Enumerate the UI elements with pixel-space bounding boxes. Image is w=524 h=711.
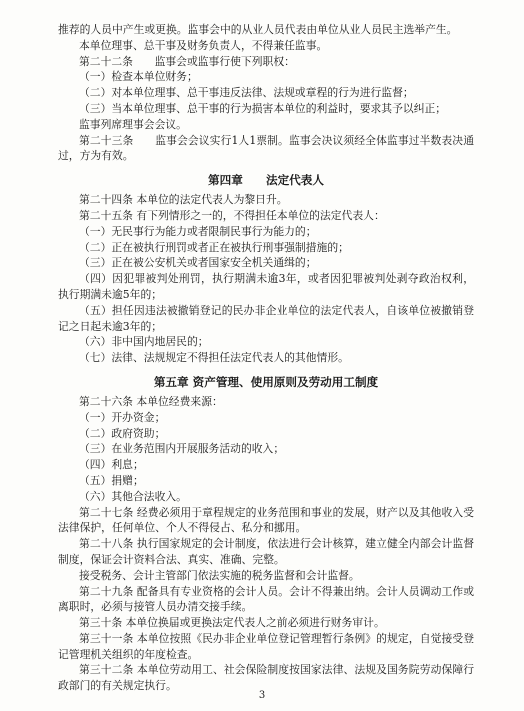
chapter-heading: 第四章 法定代表人 [208, 173, 324, 188]
document-body [58, 22, 474, 694]
paragraph: 第二十二条 监事会或监事行使下列职权： [79, 54, 295, 68]
paragraph: （一）开办资金； [79, 410, 166, 424]
paragraph: （三）在业务范围内开展服务活动的收入； [79, 442, 285, 456]
paragraph: （一）检查本单位财务； [79, 70, 198, 84]
paragraph: （二）正在被执行刑罚或者正在被执行刑事强制措施的； [79, 240, 349, 254]
paragraph: 第三十条 本单位换届或更换法定代表人之前必须进行财务审计。 [79, 616, 385, 630]
paragraph: （四）因犯罪被判处刑罚，执行期满未逾3年，或者因犯罪被判处剥夺政治权利，执行期满未逾5年的； [58, 272, 474, 301]
paragraph: 第二十八条 执行国家规定的会计制度，依法进行会计核算，建立健全内部会计监督制度，保证会计资料合法、真实、准确、完整。 [58, 537, 474, 566]
paragraph: 本单位理事、总干事及财务负责人，不得兼任监事。 [79, 38, 328, 52]
paragraph: 推荐的人员中产生或更换。监事会中的从业人员代表由单位从业人员民主选举产生。 [58, 23, 458, 36]
paragraph: （四）利息； [79, 458, 144, 472]
paragraph: 监事列席理事会会议。 [79, 117, 187, 131]
paragraph: 第二十九条 配备具有专业资格的会计人员。会计不得兼出纳。会计人员调动工作或离职时，必须与接管人员办清交接手续。 [58, 584, 474, 614]
paragraph: （五）担任因违法被撤销登记的民办非企业单位的法定代表人，自该单位被撤销登记之日起未逾3年的； [58, 303, 474, 333]
paragraph: 第三十二条 本单位劳动用工、社会保险制度按国家法律、法规及国务院劳动保障行政部门的有关规定执行。 [58, 663, 474, 693]
paragraph: （七）法律、法规规定不得担任法定代表人的其他情形。 [79, 351, 349, 365]
paragraph: （三）正在被公安机关或者国家安全机关通缉的； [79, 256, 317, 270]
paragraph: （六）非中国内地居民的； [79, 335, 209, 349]
paragraph: （三）当本单位理事、总干事的行为损害本单位的利益时，要求其予以纠正； [79, 101, 447, 115]
paragraph: 第二十七条 经费必须用于章程规定的业务范围和事业的发展，财产以及其他收入受法律保护，任何单位、个人不得侵占、私分和挪用。 [58, 505, 474, 535]
paragraph: 第二十六条 本单位经费来源： [79, 394, 223, 408]
paragraph: 第二十四条 本单位的法定代表人为黎日升。 [79, 193, 288, 207]
paragraph: （二）对本单位理事、总干事违反法律、法规或章程的行为进行监督； [79, 86, 414, 100]
chapter-heading: 第五章 资产管理、使用原则及劳动用工制度 [153, 374, 379, 389]
paragraph: 第二十五条 有下列情形之一的，不得担任本单位的法定代表人： [79, 208, 385, 222]
paragraph: （五）捐赠； [79, 473, 144, 487]
paragraph: （二）政府资助； [79, 426, 166, 440]
paragraph: （六）其他合法收入。 [79, 489, 187, 503]
paragraph: 第三十一条 本单位按照《民办非企业单位登记管理暂行条例》的规定，自觉接受登记管理机关组织的年度检查。 [58, 631, 474, 661]
paragraph: 接受税务、会计主管部门依法实施的税务监督和会计监督。 [79, 568, 360, 582]
paragraph: 第二十三条 监事会会议实行1人1票制。监事会决议须经全体监事过半数表决通过，方为有效。 [58, 133, 474, 163]
paragraph: （一）无民事行为能力或者限制民事行为能力的； [79, 224, 317, 238]
page-number: 3 [258, 690, 266, 701]
